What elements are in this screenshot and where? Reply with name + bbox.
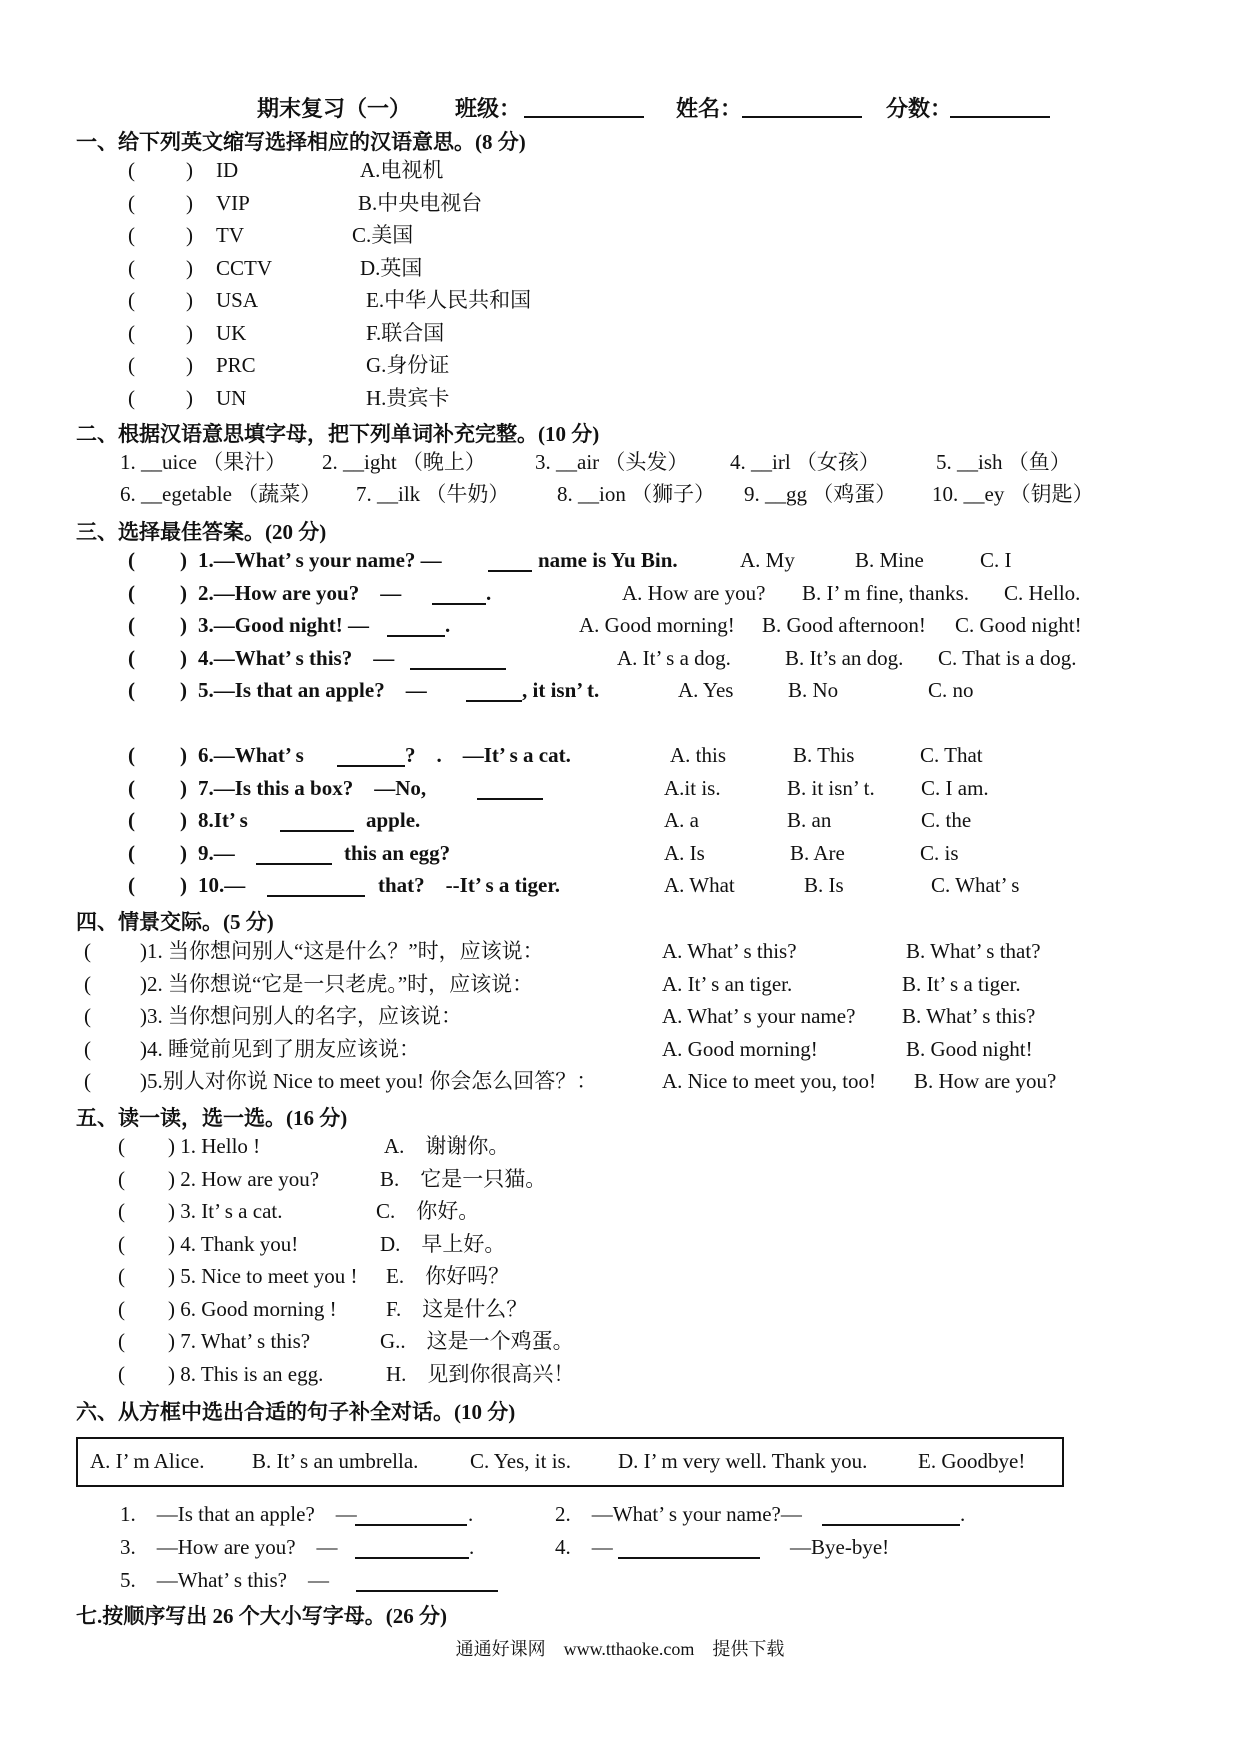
part5-open-paren: ( [118,1329,125,1353]
part3-option-b: B. No [788,678,839,702]
part3-close-paren: ) [180,841,187,865]
part4-question: )5.别人对你说 Nice to meet you! 你会怎么回答？： [140,1069,598,1093]
part3-option-b: B. Good afternoon! [762,613,926,637]
part1-abbr: UN [216,385,247,410]
section-4-title: 四、情景交际。(5 分) [76,910,274,934]
part1-abbr: TV [216,223,244,247]
section-6-title: 六、从方框中选出合适的句子补全对话。(10 分) [76,1400,516,1424]
part3-answer-blank[interactable] [337,745,405,767]
part3-option-a: A. this [670,743,727,767]
part3-open-paren: ( [128,743,135,767]
part4-option-b: B. What’ s this? [902,1004,1036,1028]
sentence-box-option: E. Goodbye! [918,1449,1026,1473]
part3-option-a: A.it is. [664,776,721,800]
part2-item: 6. __egetable （蔬菜） [120,482,322,506]
part3-option-c: C. is [920,841,959,865]
part3-answer-blank[interactable] [387,615,445,637]
part3-option-b: B. Is [804,873,844,897]
part3-answer-blank[interactable] [256,843,332,865]
part3-open-paren: ( [128,776,135,800]
part5-open-paren: ( [118,1361,125,1386]
part3-question-tail: . [445,613,451,637]
p6-blank-4[interactable] [618,1537,760,1559]
part5-option: B. 它是一只猫。 [380,1166,547,1191]
part2-item: 8. __ion （狮子） [557,482,716,506]
p6-q4-tail: —Bye-bye! [790,1535,890,1559]
part3-option-c: C. the [921,808,972,832]
part3-close-paren: ) [180,776,187,800]
part3-answer-blank[interactable] [280,810,354,832]
part3-option-c: C. no [928,678,974,702]
part1-option: H.贵宾卡 [366,385,450,410]
part5-open-paren: ( [118,1166,125,1191]
p6-q2: 2. —What’ s your name?— [555,1502,802,1526]
section-7-title: 七.按顺序写出 26 个大小写字母。(26 分) [76,1604,447,1628]
part4-option-a: A. It’ s an tiger. [662,971,793,996]
part4-question: )3. 当你想问别人的名字，应该说： [140,1004,462,1028]
part1-abbr: ID [216,158,239,182]
part3-option-c: C. That [920,743,983,767]
p6-q1: 1. —Is that an apple? — [120,1502,357,1526]
part1-abbr: PRC [216,353,256,377]
part5-question: ) 8. This is an egg. [168,1361,324,1386]
part5-open-paren: ( [118,1199,125,1223]
part1-option: F.联合国 [366,320,445,345]
part3-question: 3.—Good night! — [198,613,369,637]
part3-question-tail: . [486,581,492,605]
part1-close-paren: ) [186,320,193,345]
part1-abbr: VIP [216,190,250,215]
part1-open-paren: ( [128,385,135,410]
part3-option-c: C. What’ s [931,873,1020,897]
part5-question: ) 6. Good morning ! [168,1296,337,1321]
part1-close-paren: ) [186,385,193,410]
part1-close-paren: ) [186,223,193,247]
part5-option: D. 早上好。 [380,1231,506,1256]
part4-option-a: A. What’ s your name? [662,1004,856,1028]
part5-option: G.. 这是一个鸡蛋。 [380,1329,574,1353]
part1-open-paren: ( [128,353,135,377]
part3-option-a: A. My [740,548,795,572]
part3-open-paren: ( [128,678,135,702]
part4-option-a: A. Good morning! [662,1036,818,1061]
section-1-title: 一、给下列英文缩写选择相应的汉语意思。(8 分) [76,130,526,154]
part4-question: )4. 睡觉前见到了朋友应该说： [140,1036,420,1061]
p6-dot-1: . [468,1502,474,1526]
part3-option-c: C. That is a dog. [938,646,1077,670]
part1-close-paren: ) [186,158,193,182]
part1-open-paren: ( [128,223,135,247]
part5-option: A. 谢谢你。 [384,1134,510,1158]
p6-q4: 4. — [555,1535,613,1559]
part3-open-paren: ( [128,548,135,572]
part3-close-paren: ) [180,548,187,572]
part2-item: 1. __uice （果汁） [120,450,287,474]
part1-option: C.美国 [352,223,414,247]
part3-close-paren: ) [180,646,187,670]
part5-question: ) 2. How are you? [168,1166,320,1191]
part1-close-paren: ) [186,353,193,377]
part1-open-paren: ( [128,288,135,312]
part4-option-b: B. How are you? [914,1069,1057,1093]
part2-item: 7. __ilk （牛奶） [356,482,510,506]
part3-option-a: A. What [664,873,735,897]
p6-blank-3[interactable] [355,1537,469,1559]
part3-option-c: C. I [980,548,1012,572]
part2-item: 2. __ight （晚上） [322,450,486,474]
part1-option: A.电视机 [360,158,444,182]
part3-question: 8.It’ s [198,808,248,832]
part3-question: 9.— [198,841,235,865]
part3-open-paren: ( [128,613,135,637]
part1-open-paren: ( [128,320,135,345]
part4-option-b: B. It’ s a tiger. [902,971,1021,996]
section-5-title: 五、读一读，选一选。(16 分) [76,1106,348,1130]
part3-close-paren: ) [180,613,187,637]
part3-question-tail: , it isn’ t. [522,678,600,702]
part5-question: ) 4. Thank you! [168,1231,299,1256]
part1-abbr: UK [216,320,247,345]
part3-option-a: A. Yes [678,678,734,702]
part4-option-b: B. Good night! [906,1036,1033,1061]
score-label: 分数： [886,96,953,121]
page-title: 期末复习（一） [257,96,412,121]
part5-question: ) 7. What’ s this? [168,1329,311,1353]
p6-dot-3: . [469,1535,475,1559]
part5-open-paren: ( [118,1264,125,1288]
part3-close-paren: ) [180,873,187,897]
part2-item: 3. __air （头发） [535,450,689,474]
class-blank[interactable] [524,96,644,118]
class-label: 班级： [455,96,522,121]
part4-open-paren: ( [84,1069,91,1093]
part1-close-paren: ) [186,288,193,312]
part1-abbr: USA [216,288,259,312]
part3-option-b: B. This [793,743,855,767]
part3-option-c: C. Hello. [1004,581,1081,605]
part5-option: E. 你好吗？ [386,1264,510,1288]
part3-answer-blank[interactable] [477,778,543,800]
section-2-title: 二、根据汉语意思填字母，把下列单词补充完整。(10 分) [76,422,600,446]
part1-open-paren: ( [128,158,135,182]
part3-option-a: A. Good morning! [579,613,735,637]
part3-option-b: B. I’ m fine, thanks. [802,581,969,605]
name-blank[interactable] [742,96,862,118]
part3-question: 6.—What’ s [198,743,304,767]
part3-close-paren: ) [180,808,187,832]
part5-open-paren: ( [118,1134,125,1158]
part4-open-paren: ( [84,971,91,996]
part3-question: 5.—Is that an apple? — [198,678,427,702]
part1-abbr: CCTV [216,255,273,280]
footer: 通通好课网 www.tthaoke.com 提供下载 [455,1639,785,1659]
part4-question: )2. 当你想说“它是一只老虎。”时，应该说： [140,971,534,996]
part3-open-paren: ( [128,841,135,865]
part1-open-paren: ( [128,255,135,280]
p6-q3: 3. —How are you? — [120,1535,338,1559]
part4-open-paren: ( [84,1036,91,1061]
part3-question: 1.—What’ s your name? — [198,548,442,572]
part3-option-c: C. Good night! [955,613,1082,637]
part3-option-a: A. a [664,808,699,832]
part1-option: E.中华人民共和国 [366,288,532,312]
section-3-title: 三、选择最佳答案。(20 分) [76,520,327,544]
part4-open-paren: ( [84,939,91,963]
part3-question: 10.— [198,873,246,897]
part3-option-b: B. It’s an dog. [785,646,904,670]
sentence-box-option: C. Yes, it is. [470,1449,571,1473]
part5-option: H. 见到你很高兴！ [386,1361,575,1386]
part2-item: 10. __ey （钥匙） [932,482,1094,506]
part3-open-paren: ( [128,581,135,605]
p6-blank-2[interactable] [822,1504,960,1526]
part5-open-paren: ( [118,1231,125,1256]
part3-question-tail: name is Yu Bin. [538,548,678,572]
part1-option: D.英国 [360,255,423,280]
part5-question: ) 5. Nice to meet you ! [168,1264,358,1288]
part3-answer-blank[interactable] [432,583,486,605]
part3-answer-blank[interactable] [267,875,365,897]
part3-answer-blank[interactable] [466,680,522,702]
part3-answer-blank[interactable] [488,550,532,572]
part3-option-c: C. I am. [921,776,989,800]
part2-item: 5. __ish （鱼） [936,450,1071,474]
p6-q5: 5. —What’ s this? — [120,1568,329,1592]
sentence-box-option: D. I’ m very well. Thank you. [618,1449,868,1473]
part1-option: G.身份证 [366,353,450,377]
part2-item: 9. __gg （鸡蛋） [744,482,897,506]
part5-question: ) 3. It’ s a cat. [168,1199,283,1223]
part5-question: ) 1. Hello ! [168,1134,261,1158]
part3-answer-blank[interactable] [410,648,506,670]
part5-option: F. 这是什么？ [386,1296,528,1321]
part3-close-paren: ) [180,743,187,767]
p6-dot-2: . [960,1502,966,1526]
part3-open-paren: ( [128,808,135,832]
part4-option-a: A. Nice to meet you, too! [662,1069,877,1093]
part3-open-paren: ( [128,873,135,897]
part3-question-tail: apple. [366,808,421,832]
part1-option: B.中央电视台 [358,190,483,215]
part3-open-paren: ( [128,646,135,670]
part3-question-tail: this an egg? [344,841,451,865]
part3-close-paren: ) [180,581,187,605]
part5-option: C. 你好。 [376,1199,480,1223]
part4-question: )1. 当你想问别人“这是什么？”时，应该说： [140,939,544,963]
part3-option-b: B. it isn’ t. [787,776,875,800]
part5-open-paren: ( [118,1296,125,1321]
part4-option-b: B. What’ s that? [906,939,1041,963]
part1-close-paren: ) [186,255,193,280]
part2-item: 4. __irl （女孩） [730,450,880,474]
part3-question: 7.—Is this a box? —No, [198,776,427,800]
part3-option-b: B. Are [790,841,845,865]
p6-blank-1[interactable] [355,1504,467,1526]
score-blank[interactable] [950,96,1050,118]
part4-open-paren: ( [84,1004,91,1028]
sentence-box-option: A. I’ m Alice. [90,1449,205,1473]
p6-blank-5[interactable] [356,1570,498,1592]
part3-close-paren: ) [180,678,187,702]
part3-question: 2.—How are you? — [198,581,402,605]
part3-question: 4.—What’ s this? — [198,646,395,670]
part3-option-b: B. an [787,808,832,832]
part1-close-paren: ) [186,190,193,215]
sentence-box-option: B. It’ s an umbrella. [252,1449,419,1473]
part3-question-tail: that? --It’ s a tiger. [378,873,560,897]
part3-question-tail: ? . —It’ s a cat. [405,743,571,767]
name-label: 姓名： [676,96,743,121]
part3-option-a: A. It’ s a dog. [617,646,731,670]
part3-option-a: A. How are you? [622,581,766,605]
part1-open-paren: ( [128,190,135,215]
part3-option-a: A. Is [664,841,705,865]
part3-option-b: B. Mine [855,548,924,572]
part4-option-a: A. What’ s this? [662,939,797,963]
